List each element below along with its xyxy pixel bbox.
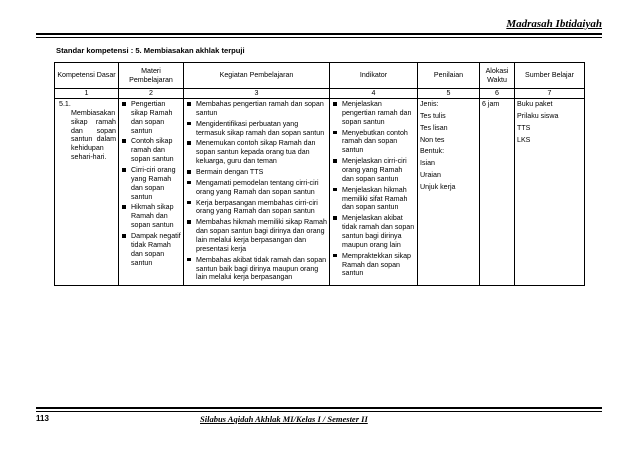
indikator-list xyxy=(332,100,415,278)
header-alokasi: Alokasi Waktu xyxy=(480,63,515,89)
header-penilaian: Penilaian xyxy=(418,63,480,89)
list-item: Membahas hikmah memiliki sikap Ramah dan sopan santun bagi dirinya dan orang lain melalui kerja berpasangan dan presentasi kerja xyxy=(186,218,327,253)
list-item: Menyebutkan contoh ramah dan sopan santun xyxy=(332,129,415,156)
column-number: 2 xyxy=(119,89,184,99)
penilaian-item: Uraian xyxy=(420,171,441,180)
sumber-item: Buku paket xyxy=(517,100,553,108)
penilaian-item: Tes lisan xyxy=(420,123,448,132)
list-item: Cirri-ciri orang yang Ramah dan sopan santun xyxy=(121,166,181,201)
header-sumber: Sumber Belajar xyxy=(515,63,585,89)
column-number: 7 xyxy=(515,89,585,99)
indikator-cell xyxy=(330,99,418,286)
sumber-item: TTS xyxy=(517,123,531,132)
header-kompetensi: Kompetensi Dasar xyxy=(55,63,119,89)
sumber-cell xyxy=(515,99,585,286)
list-item: Membahas akibat tidak ramah dan sopan santun baik bagi dirinya maupun orang lain melalui kerja berpasangan xyxy=(186,256,327,283)
column-number-row xyxy=(55,89,585,99)
materi-list xyxy=(121,100,181,267)
silabus-table xyxy=(54,62,585,286)
sumber-item: LKS xyxy=(517,135,531,144)
footer-rule xyxy=(36,407,602,412)
penilaian-item: Tes tulis xyxy=(420,111,446,120)
page-number: 113 xyxy=(36,414,49,423)
materi-cell xyxy=(119,99,184,286)
list-item: Menemukan contoh sikap Ramah dan sopan santun kepada orang tua dan keluarga, guru dan teman xyxy=(186,139,327,166)
standar-kompetensi: Standar kompetensi : 5. Membiasakan akhlak terpuji xyxy=(56,46,245,55)
kompetensi-text: 5.1. Membiasakan sikap ramah dan sopan santun dalam kehidupan sehari-hari. xyxy=(59,100,116,162)
list-item: Dampak negatif tidak Ramah dan sopan santun xyxy=(121,232,181,267)
column-number: 4 xyxy=(330,89,418,99)
list-item: Menjelaskan pengertian ramah dan sopan santun xyxy=(332,100,415,127)
kegiatan-cell xyxy=(184,99,330,286)
column-number: 3 xyxy=(184,89,330,99)
list-item: Kerja berpasangan membahas cirri-ciri orang yang Ramah dan sopan santun xyxy=(186,199,327,217)
penilaian-item: Bentuk: xyxy=(420,147,445,156)
list-item: Menjelaskan cirri-ciri orang yang Ramah dan sopan santun xyxy=(332,157,415,184)
header-materi: Materi Pembelajaran xyxy=(119,63,184,89)
list-item: Contoh sikap ramah dan sopan santun xyxy=(121,137,181,164)
penilaian-item: Isian xyxy=(420,159,435,168)
kegiatan-list xyxy=(186,100,327,282)
table-header-row xyxy=(55,63,585,89)
column-number: 6 xyxy=(480,89,515,99)
kompetensi-cell xyxy=(55,99,119,286)
list-item: Menjelaskan hikmah memiliki sifat Ramah dan sopan santun xyxy=(332,186,415,213)
penilaian-item: Unjuk kerja xyxy=(420,183,456,192)
header-kegiatan: Kegiatan Pembelajaran xyxy=(184,63,330,89)
list-item: Hikmah sikap Ramah dan sopan santun xyxy=(121,203,181,230)
list-item: Menjelaskan akibat tidak ramah dan sopan santun bagi dirinya maupun orang lain xyxy=(332,214,415,249)
table-row xyxy=(55,99,585,286)
sumber-item: Prilaku siswa xyxy=(517,111,559,120)
alokasi-cell: 6 jam xyxy=(480,99,515,286)
header-rule xyxy=(36,33,602,38)
footer-title: Silabus Aqidah Akhlak MI/Kelas I / Semester II xyxy=(200,414,368,424)
penilaian-cell xyxy=(418,99,480,286)
list-item: Mengidentifikasi perbuatan yang termasuk sikap ramah dan sopan santun xyxy=(186,120,327,138)
list-item: Mengamati pemodelan tentang cirri-ciri orang yang Ramah dan sopan santun xyxy=(186,179,327,197)
column-number: 5 xyxy=(418,89,480,99)
list-item: Bermain dengan TTS xyxy=(186,168,327,177)
list-item: Mempraktekkan sikap Ramah dan sopan santun xyxy=(332,252,415,279)
penilaian-item: Jenis: xyxy=(420,100,439,108)
list-item: Pengertian sikap Ramah dan sopan santun xyxy=(121,100,181,135)
list-item: Membahas pengertian ramah dan sopan santun xyxy=(186,100,327,118)
header-title: Madrasah Ibtidaiyah xyxy=(506,18,602,30)
penilaian-item: Non tes xyxy=(420,135,445,144)
column-number: 1 xyxy=(55,89,119,99)
header-indikator: Indikator xyxy=(330,63,418,89)
